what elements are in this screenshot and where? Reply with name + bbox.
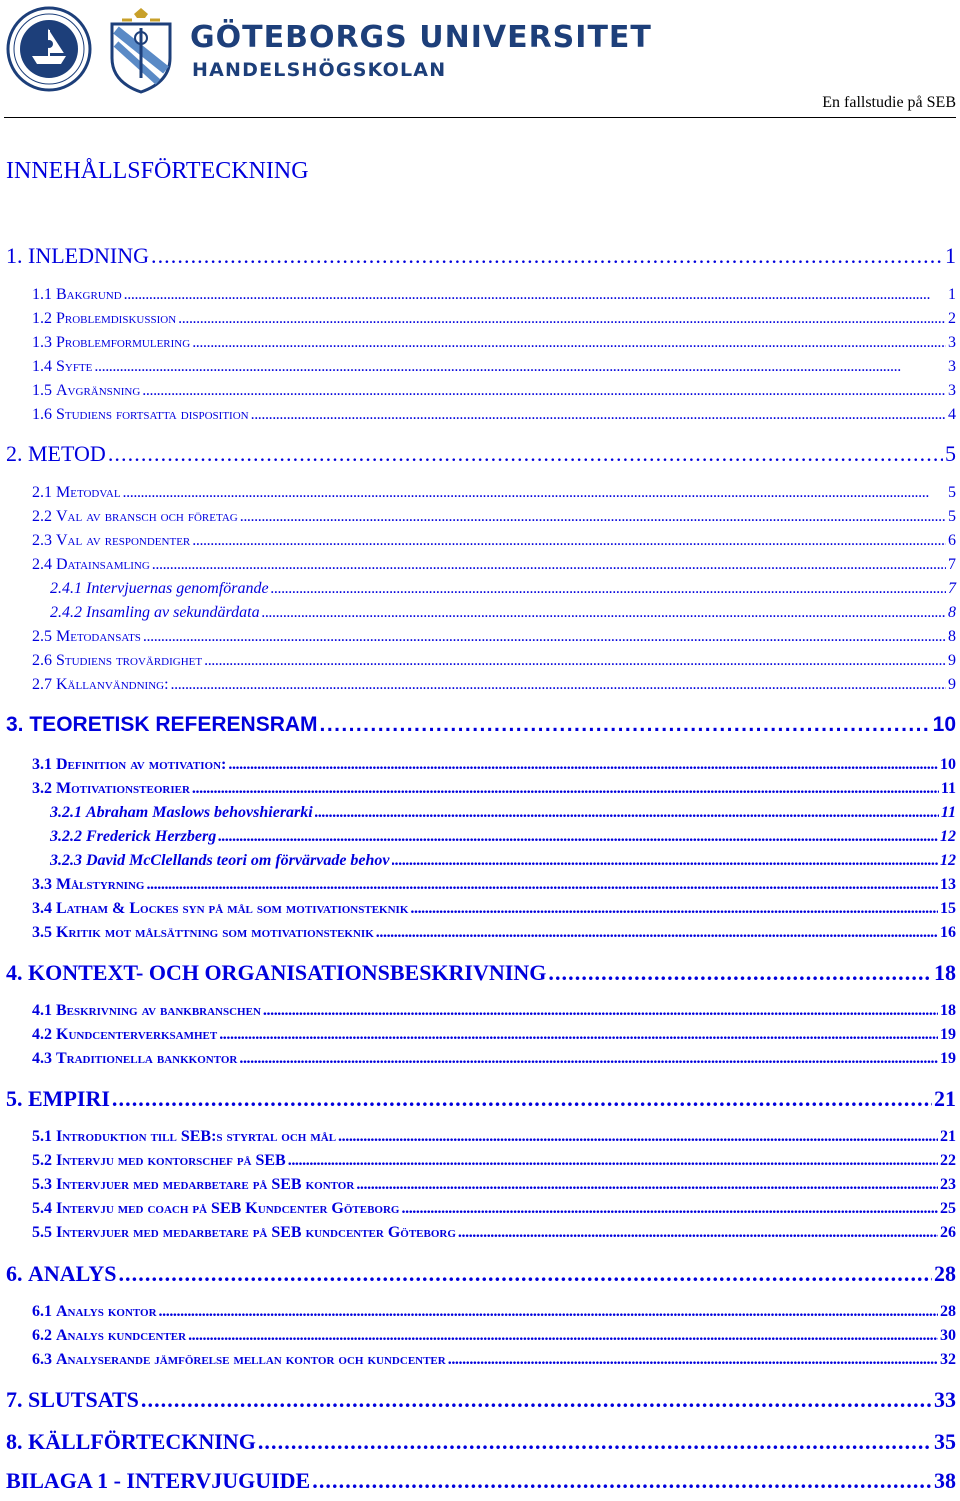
toc-entry-3-2-3[interactable] [50,852,956,870]
toc-entry-5-3[interactable] [32,1176,956,1194]
entry-title: Introduktion till SEB:s styrtal och mål [56,1128,337,1145]
entry-title: Kundcenterverksamhet [56,1026,218,1043]
dot-leader [240,508,946,526]
entry-page: 8 [948,604,956,621]
entry-page: 12 [940,852,956,869]
entry-title: Metodval [56,484,121,501]
entry-page: 7 [948,580,956,597]
dot-leader [178,310,946,328]
entry-title: Källanvändning: [56,676,169,693]
entry-title: KONTEXT- OCH ORGANISATIONSBESKRIVNING [28,960,547,985]
entry-title: Kritik mot målsättning som motivationsteknik [56,924,374,941]
toc-entry-4-1[interactable] [32,1002,956,1020]
toc-entry-chapter-4[interactable] [6,960,956,986]
dot-leader [218,828,938,846]
entry-number: 3.2.3 [50,852,86,869]
toc-entry-2-7[interactable] [32,676,956,694]
toc-entry-2-4[interactable] [32,556,956,574]
toc-entry-chapter-7[interactable] [6,1387,956,1413]
entry-number: 6.1 [32,1303,56,1320]
dot-leader [320,713,931,737]
dot-leader [219,1026,938,1044]
dot-leader [108,441,943,467]
toc-entry-appendix-1[interactable] [6,1468,956,1494]
entry-number: 2.4 [32,556,56,573]
entry-page: 28 [940,1303,956,1320]
toc-entry-3-4[interactable] [32,900,956,918]
entry-number: 3.2.1 [50,804,86,821]
toc-entry-2-3[interactable] [32,532,956,550]
entry-number: 6.3 [32,1351,56,1368]
entry-title: Studiens trovärdighet [56,652,203,669]
entry-number: 3.5 [32,924,56,941]
entry-title: Avgränsning [56,382,141,399]
entry-page: 25 [940,1200,956,1217]
entry-page: 22 [940,1152,956,1169]
entry-number: 2.2 [32,508,56,525]
entry-number: 8. [6,1429,28,1454]
toc-entry-chapter-3[interactable] [6,713,956,737]
entry-number: 3.3 [32,876,56,893]
entry-page: 1 [945,243,956,268]
entry-number: 6. [6,1261,28,1286]
dot-leader [392,852,938,870]
toc-entry-3-2-2[interactable] [50,828,956,846]
entry-page: 16 [940,924,956,941]
entry-number: 1.4 [32,358,56,375]
toc-entry-2-6[interactable] [32,652,956,670]
entry-number: 1. [6,243,28,268]
dot-leader [376,924,938,942]
entry-title: BILAGA 1 - INTERVJUGUIDE [6,1468,311,1493]
dot-leader [251,406,946,424]
entry-number: 2.4.2 [50,604,86,621]
entry-page: 3 [948,358,956,375]
entry-number: 5. [6,1086,28,1111]
toc-entry-2-5[interactable] [32,628,956,646]
entry-page: 28 [934,1261,956,1286]
entry-title: Traditionella bankkontor [56,1050,238,1067]
entry-page: 21 [940,1128,956,1145]
dot-leader [262,604,946,622]
entry-title: Studiens fortsatta disposition [56,406,249,423]
entry-page: 3 [948,382,956,399]
dot-leader [124,286,946,304]
entry-page: 38 [934,1468,956,1493]
toc-entry-3-5[interactable] [32,924,956,942]
dot-leader [402,1200,939,1218]
entry-number: 2.1 [32,484,56,501]
toc-entry-5-2[interactable] [32,1152,956,1170]
dot-leader [204,652,946,670]
dot-leader [171,676,946,694]
entry-title: Analys kundcenter [56,1327,187,1344]
entry-number: 3.2.2 [50,828,86,845]
entry-number: 4.3 [32,1050,56,1067]
entry-title: Intervjuernas genomförande [86,580,269,597]
toc-entry-6-1[interactable] [32,1303,956,1321]
entry-title: Definition av motivation: [56,756,227,773]
entry-title: Val av respondenter [56,532,191,549]
toc-entry-1-6[interactable] [32,406,956,424]
toc-entry-2-4-2[interactable] [50,604,956,622]
entry-number: 1.5 [32,382,56,399]
dot-leader [142,382,946,400]
entry-page: 19 [940,1026,956,1043]
dot-leader [228,756,938,774]
dot-leader [338,1128,938,1146]
toc-entry-2-4-1[interactable] [50,580,956,598]
dot-leader [159,1303,938,1321]
dot-leader [458,1224,938,1242]
toc-entry-chapter-8[interactable] [6,1429,956,1455]
toc-entry-1-2[interactable] [32,310,956,328]
entry-title: EMPIRI [28,1086,110,1111]
entry-number: 7. [6,1387,28,1412]
entry-page: 32 [940,1351,956,1368]
running-head: En fallstudie på SEB [822,94,956,111]
entry-number: 2. [6,441,28,466]
dot-leader [188,1327,938,1345]
entry-title: SLUTSATS [28,1387,139,1412]
entry-title: Intervjuer med medarbetare på SEB kundcenter Göteborg [56,1224,456,1241]
entry-page: 15 [940,900,956,917]
entry-page: 7 [948,556,956,573]
entry-title: Målstyrning [56,876,145,893]
entry-title: Metodansats [56,628,141,645]
handelshogskolan-crest-icon [104,8,178,94]
entry-page: 18 [940,1002,956,1019]
dot-leader [548,960,932,986]
entry-page: 35 [934,1429,956,1454]
dot-leader [258,1429,932,1455]
dot-leader [356,1176,938,1194]
dot-leader [143,628,946,646]
toc-entry-6-2[interactable] [32,1327,956,1345]
entry-number: 3. [6,713,30,736]
toc-entry-chapter-2[interactable] [6,441,956,467]
toc-entry-4-3[interactable] [32,1050,956,1068]
entry-number: 1.6 [32,406,56,423]
entry-title: Frederick Herzberg [86,828,217,845]
entry-page: 26 [940,1224,956,1241]
entry-page: 5 [948,508,956,525]
entry-title: Beskrivning av bankbranschen [56,1002,261,1019]
header-divider [4,117,956,118]
entry-number: 4. [6,960,28,985]
entry-number: 2.4.1 [50,580,86,597]
dot-leader [192,334,946,352]
entry-number: 5.5 [32,1224,56,1241]
toc-entry-1-5[interactable] [32,382,956,400]
entry-number: 3.4 [32,900,56,917]
dot-leader [146,876,938,894]
entry-title: Intervjuer med medarbetare på SEB kontor [56,1176,355,1193]
toc-entry-1-3[interactable] [32,334,956,352]
toc-entry-3-1[interactable] [32,756,956,774]
entry-title: Val av bransch och företag [56,508,238,525]
toc-entry-2-1[interactable] [32,484,956,502]
dot-leader [112,1086,932,1112]
entry-page: 4 [948,406,956,423]
entry-number: 4.1 [32,1002,56,1019]
toc-entry-2-2[interactable] [32,508,956,526]
entry-title: INLEDNING [28,243,149,268]
dot-leader [151,243,943,269]
dot-leader [410,900,938,918]
toc-entry-6-3[interactable] [32,1351,956,1369]
entry-page: 33 [934,1387,956,1412]
entry-page: 19 [940,1050,956,1067]
entry-page: 2 [948,310,956,327]
entry-page: 18 [934,960,956,985]
entry-title: ANALYS [28,1261,117,1286]
dot-leader [123,484,946,502]
toc-entry-5-5[interactable] [32,1224,956,1242]
entry-title: Analyserande jämförelse mellan kontor och kundcenter [56,1351,446,1368]
entry-number: 5.1 [32,1128,56,1145]
entry-title: METOD [28,441,106,466]
entry-title: Datainsamling [56,556,150,573]
dot-leader [239,1050,938,1068]
entry-number: 5.2 [32,1152,56,1169]
entry-number: 2.3 [32,532,56,549]
entry-page: 9 [948,676,956,693]
entry-title: Intervju med coach på SEB Kundcenter Göteborg [56,1200,400,1217]
entry-page: 11 [940,780,956,797]
entry-title: Abraham Maslows behovshierarki [86,804,313,821]
toc-entry-1-1[interactable] [32,286,956,304]
entry-page: 10 [932,713,956,736]
entry-page: 10 [940,756,956,773]
toc-title: INNEHÅLLSFÖRTECKNING [6,158,309,184]
entry-title: Latham & Lockes syn på mål som motivationsteknik [56,900,409,917]
dot-leader [192,780,939,798]
entry-title: Motivationsteorier [56,780,190,797]
dot-leader [141,1387,932,1413]
entry-number: 2.6 [32,652,56,669]
entry-title: Analys kontor [56,1303,157,1320]
toc-entry-5-4[interactable] [32,1200,956,1218]
entry-title: Problemdiskussion [56,310,177,327]
toc-entry-3-2[interactable] [32,780,956,798]
dot-leader [448,1351,938,1369]
university-name: GÖTEBORGS UNIVERSITET [190,20,652,55]
entry-title: Problemformulering [56,334,191,351]
dot-leader [94,358,946,376]
toc-entry-3-3[interactable] [32,876,956,894]
entry-page: 3 [948,334,956,351]
entry-number: 5.4 [32,1200,56,1217]
entry-page: 11 [940,804,956,821]
entry-page: 23 [940,1176,956,1193]
dot-leader [271,580,946,598]
dot-leader [288,1152,938,1170]
university-seal-icon [6,6,92,92]
entry-number: 2.7 [32,676,56,693]
dot-leader [315,804,939,822]
entry-page: 5 [945,441,956,466]
entry-number: 1.2 [32,310,56,327]
entry-page: 5 [948,484,956,501]
entry-number: 6.2 [32,1327,56,1344]
entry-title: Insamling av sekundärdata [86,604,260,621]
toc-entry-chapter-5[interactable] [6,1086,956,1112]
entry-page: 13 [940,876,956,893]
dot-leader [192,532,946,550]
dot-leader [118,1261,932,1287]
entry-title: David McClellands teori om förvärvade behov [86,852,390,869]
entry-page: 6 [948,532,956,549]
entry-title: Syfte [56,358,93,375]
entry-number: 3.2 [32,780,56,797]
entry-title: TEORETISK REFERENSRAM [29,713,318,736]
school-name: HANDELSHÖGSKOLAN [192,59,447,81]
header-logos [6,6,706,94]
entry-page: 12 [940,828,956,845]
entry-number: 2.5 [32,628,56,645]
toc-entry-chapter-1[interactable] [6,243,956,269]
entry-number: 1.1 [32,286,56,303]
entry-number: 3.1 [32,756,56,773]
entry-page: 21 [934,1086,956,1111]
toc-entry-1-4[interactable] [32,358,956,376]
entry-title: Intervju med kontorschef på SEB [56,1152,286,1169]
entry-title: KÄLLFÖRTECKNING [28,1429,256,1454]
toc-entry-chapter-6[interactable] [6,1261,956,1287]
dot-leader [152,556,946,574]
entry-title: Bakgrund [56,286,122,303]
dot-leader [263,1002,938,1020]
dot-leader [312,1468,932,1494]
toc-entry-5-1[interactable] [32,1128,956,1146]
toc-entry-4-2[interactable] [32,1026,956,1044]
entry-page: 9 [948,652,956,669]
toc-entry-3-2-1[interactable] [50,804,956,822]
entry-number: 1.3 [32,334,56,351]
entry-page: 8 [948,628,956,645]
entry-page: 1 [948,286,956,303]
entry-number: 4.2 [32,1026,56,1043]
entry-number: 5.3 [32,1176,56,1193]
entry-page: 30 [940,1327,956,1344]
